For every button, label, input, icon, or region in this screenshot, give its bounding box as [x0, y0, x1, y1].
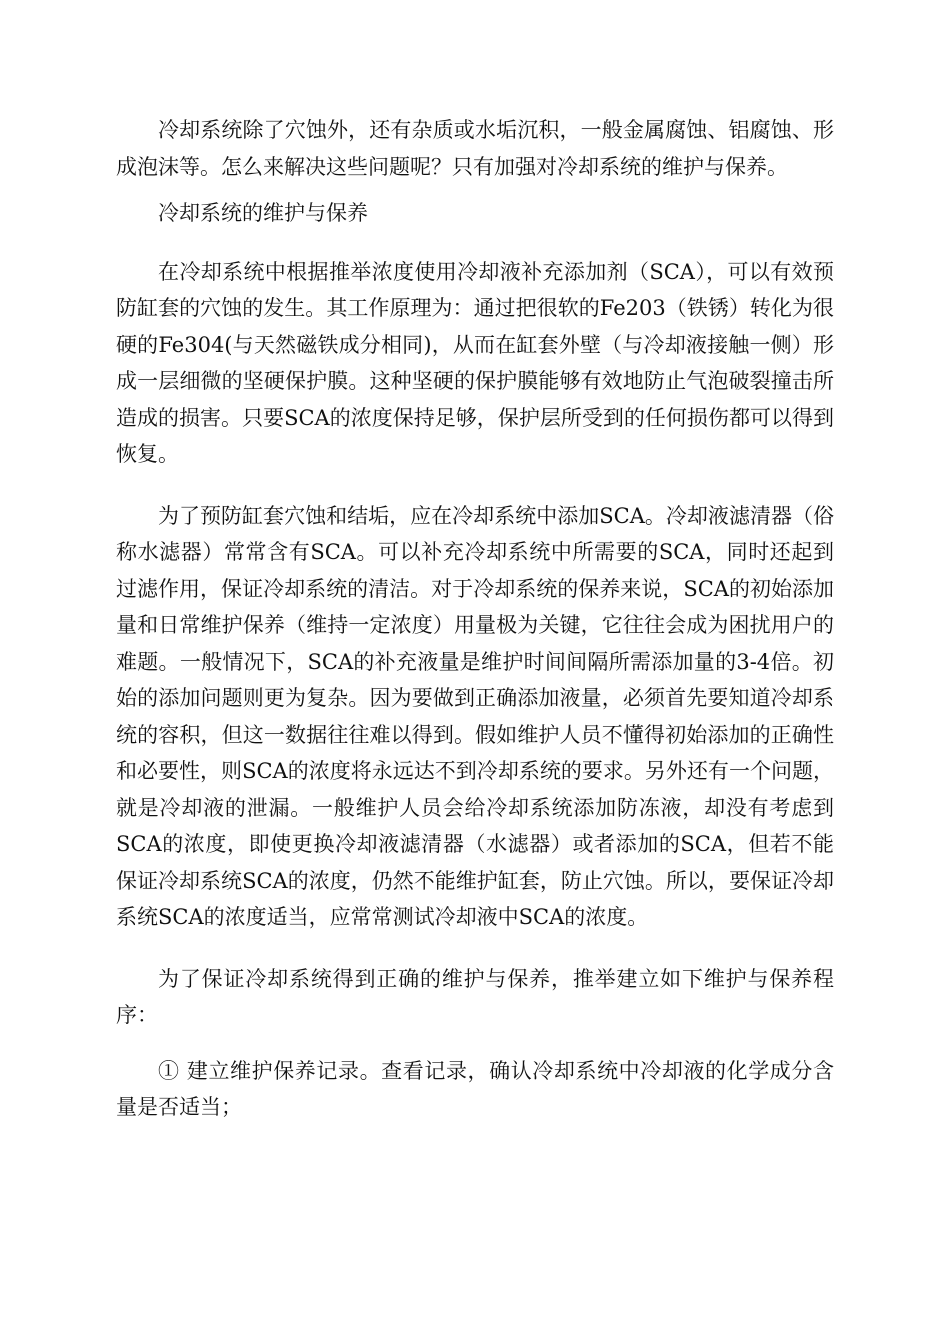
paragraph-intro: 冷却系统除了穴蚀外，还有杂质或水垢沉积，一般金属腐蚀、铝腐蚀、形成泡沫等。怎么来解决这些问题呢？只有加强对冷却系统的维护与保养。: [116, 118, 834, 179]
paragraph-sca-principle: 在冷却系统中根据推举浓度使用冷却液补充添加剂（SCA），可以有效预防缸套的穴蚀的发生。其工作原理为：通过把很软的Fe203（铁锈）转化为很硬的Fe304(与天然磁铁成分相同)，从而在缸套外壁（与冷却液接触一侧）形成一层细微的坚硬保护膜。这种坚硬的保护膜能够有效地防止气泡破裂撞击所造成的损害。只要SCA的浓度保持足够，保护层所受到的任何损伤都可以得到恢复。: [116, 259, 834, 466]
paragraph-sca-maintenance: 为了预防缸套穴蚀和结垢，应在冷却系统中添加SCA。冷却液滤清器（俗称水滤器）常常含有SCA。可以补充冷却系统中所需要的SCA，同时还起到过滤作用，保证冷却系统的清洁。对于冷却系统的保养来说，SCA的初始添加量和日常维护保养（维持一定浓度）用量极为关键，它往往会成为困扰用户的难题。一般情况下，SCA的补充液量是维护时间间隔所需添加量的3-4倍。初始的添加问题则更为复杂。因为要做到正确添加液量，必须首先要知道冷却系统的容积，但这一数据往往难以得到。假如维护人员不懂得初始添加的正确性和必要性，则SCA的浓度将永远达不到冷却系统的要求。另外还有一个问题，就是冷却液的泄漏。一般维护人员会给冷却系统添加防冻液，却没有考虑到SCA的浓度，即使更换冷却液滤清器（水滤器）或者添加的SCA，但若不能保证冷却系统SCA的浓度，仍然不能维护缸套，防止穴蚀。所以，要保证冷却系统SCA的浓度适当，应常常测试冷却液中SCA的浓度。: [116, 503, 834, 929]
document-body: [116, 112, 834, 1126]
paragraph-procedure-intro: 为了保证冷却系统得到正确的维护与保养，推举建立如下维护与保养程序：: [116, 966, 834, 1027]
list-item-1: ① 建立维护保养记录。查看记录，确认冷却系统中冷却液的化学成分含量是否适当；: [116, 1058, 834, 1119]
section-heading: 冷却系统的维护与保养: [158, 201, 368, 225]
